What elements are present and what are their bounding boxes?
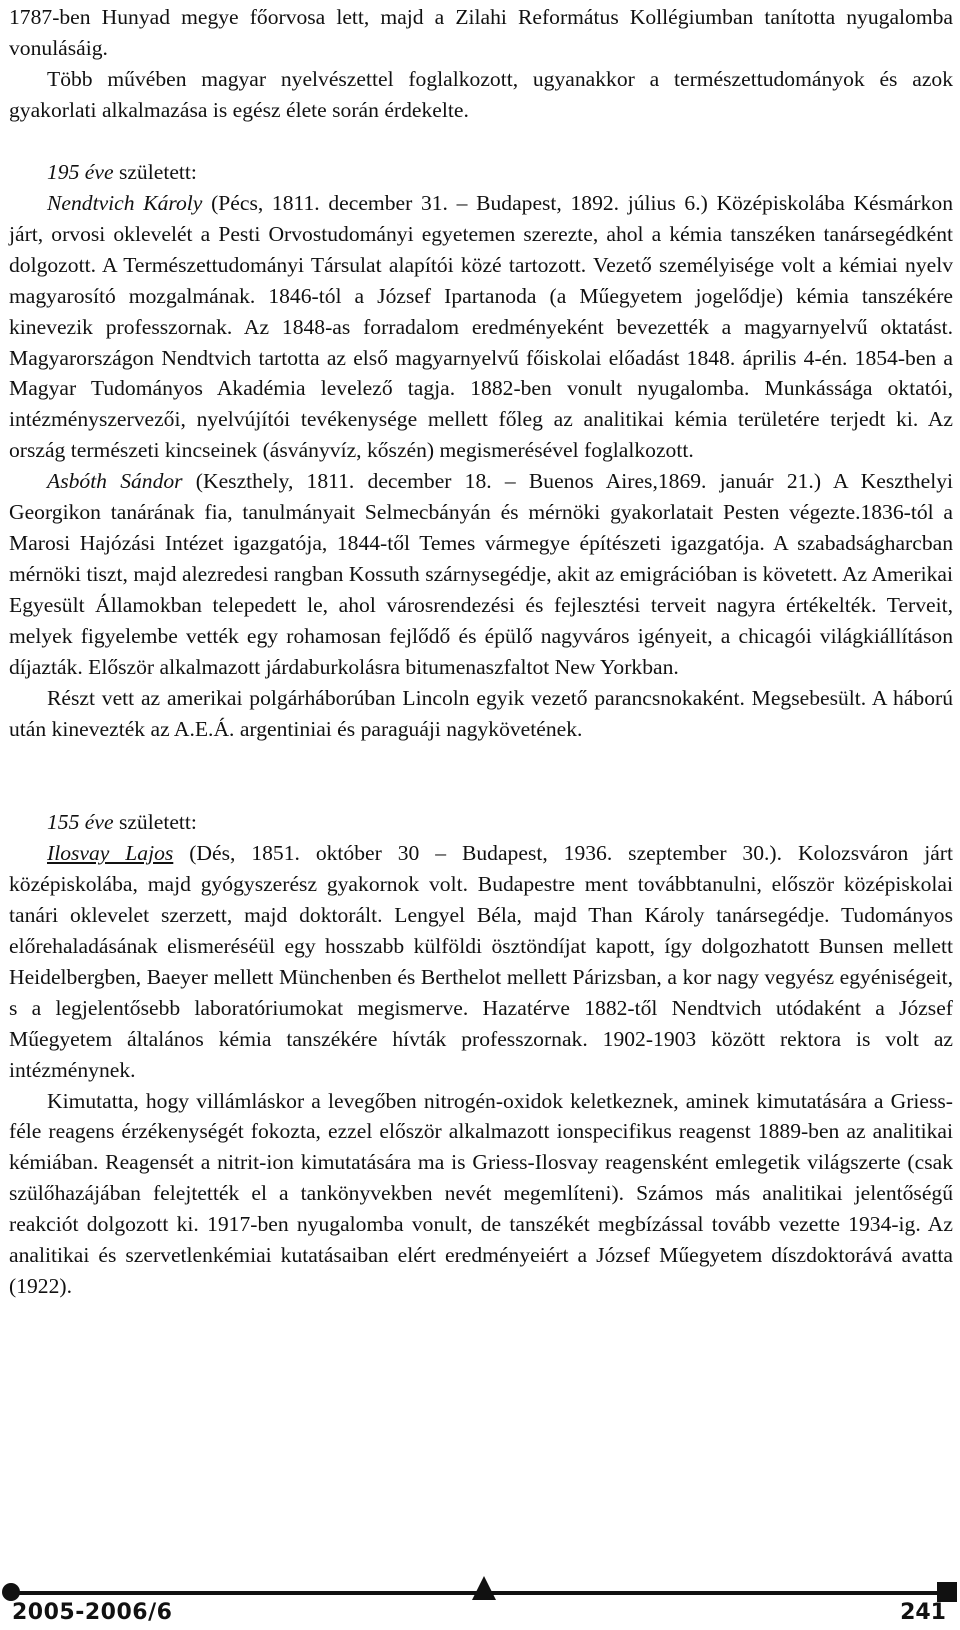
section-heading-155 [9,807,953,838]
heading-label: született: [113,809,197,834]
intro-paragraph-1: 1787-ben Hunyad megye főorvosa lett, majd a Zilahi Református Kollégiumban tanította nyugalomba vonulásáig. [9,5,953,60]
page-number: 241 [900,1600,946,1625]
spacer [9,745,953,807]
bio-ilosvay-paragraph-2: Kimutatta, hogy villámláskor a levegőben nitrogén-oxidok keletkeznek, aminek kimutatására a Griess-féle reagens érzékenységét fokozta, ezzel először alkalmazott ionspecifikus reagenst 1889-ben az analitikai kémiában. Reagensét a nitrit-ion kimutatására ma is Griess-Ilosvay reagensként emlegetik világszerte (csak szülőhazájában felejtették el a tankönyvekben nevét megemlíteni). Számos más analitikai jelentőségű reakciót dolgozott ki. 1917-ben nyugalomba vonult, de tanszékét megbízással tovább vezette 1934-ig. Az analitikai és szervetlenkémiai kutatásaiban elért eredményeiért a József Műegyetem díszdoktorává avatta (1922). [9,1088,953,1299]
issue-number: 2005-2006/6 [12,1600,173,1625]
bio-ilosvay [9,838,953,1086]
person-name-asboth: Asbóth Sándor [47,469,183,494]
bio-asboth [9,466,953,683]
bio-text-asboth: (Keszthely, 1811. december 18. – Buenos Aires,1869. január 21.) A Keszthelyi Georgikon tanárának fia, tanulmányait Selmecbányán és mérnöki gyakorlatait Pesten végezte.1836-tól a Marosi Hajózási Intézet igazgatója, 1844-től Temes vármegye építészeti igazgatója. A szabadságharcban mérnöki tiszt, majd alezredesi rangban Kossuth szárnysegédje, akit az emigrációban is követett. Az Amerikai Egyesült Államokban telepedett le, ahol városrendezési és fejlesztési terveit nagyra értékelték. Terveit, melyek figyelembe vették egy rohamosan fejlődő és épülő nagyváros igényeit, a chicagói világkiállításon díjazták. Először alkalmazott járdaburkolásra bitumenaszfaltot New Yorkban. [9,469,953,680]
spacer [9,126,953,157]
bio-text-ilosvay: (Dés, 1851. október 30 – Budapest, 1936. szeptember 30.). Kolozsváron járt középiskolába, majd gyógyszerész gyakornok volt. Budapestre ment továbbtanulni, először középiskolai tanári oklevelet szerzett, majd doktorált. Lengyel Béla, majd Than Károly tanársegédje. Tudományos előrehaladásának elismeréséül egy hosszabb külföldi ösztöndíjat kapott, így dolgozhatott Bunsen mellett Heidelbergben, Baeyer mellett Münchenben és Berthelot mellett Párizsban, a kor nagy vegyész egyéniségeit, s a legjelentősebb laboratóriumokat megismerve. Hazatérve 1882-től Nendtvich utódaként a József Műegyetem általános kémia tanszékére hívták professzornak. 1902-1903 között rektora is volt az intézménynek. [9,840,953,1082]
page-footer [0,1572,960,1630]
square-ornament-icon [937,1582,957,1602]
bio-asboth-paragraph-2: Részt vett az amerikai polgárháborúban Lincoln egyik vezető parancsnokaként. Megsebesült. A háború után kinevezték az A.E.Á. argentiniai és paraguáji nagykövetének. [9,686,953,741]
heading-years-155: 155 éve [47,809,114,834]
person-name-ilosvay: Ilosvay Lajos [47,840,174,865]
heading-years-195: 195 éve [47,159,114,184]
intro-paragraph-2: Több művében magyar nyelvészettel foglalkozott, ugyanakkor a természettudományok és azok gyakorlati alkalmazása is egész élete során érdekelte. [9,66,953,122]
body-text-column [9,2,953,1302]
heading-label: született: [113,159,197,184]
bio-text-nendtvich: (Pécs, 1811. december 31. – Budapest, 1892. július 6.) Középiskolába Késmárkon járt, orvosi oklevelét a Pesti Orvostudományi egyetemen szerezte, ahol a kémia tanszéken tanársegédként dolgozott. A Természettudományi Társulat alapítói közé tartozott. Vezető személyisége volt a kémiai nyelv magyarosító mozgalmának. 1846-tól a József Ipartanoda (a Műegyetem jogelődje) kémia tanszékére kinevezik professzornak. Az 1848-as forradalom eredményeként bevezették a magyarnyelvű oktatást. Magyarországon Nendtvich tartotta az első magyarnyelvű főiskolai előadást 1848. április 4-én. 1854-ben a Magyar Tudományos Akadémia levelező tagja. 1882-ben vonult nyugalomba. Munkássága oktatói, intézményszervezői, nyelvújítói tevékenysége mellett főleg az analitikai kémia területére terjedt ki. Az ország természeti kincseinek (ásványvíz, kőszén) megismerésével foglalkozott. [9,190,953,463]
section-heading-195 [9,157,953,188]
circle-ornament-icon [2,1583,20,1601]
person-name-nendtvich: Nendtvich Károly [47,190,203,215]
bio-nendtvich [9,188,953,467]
triangle-ornament-icon [472,1576,496,1600]
